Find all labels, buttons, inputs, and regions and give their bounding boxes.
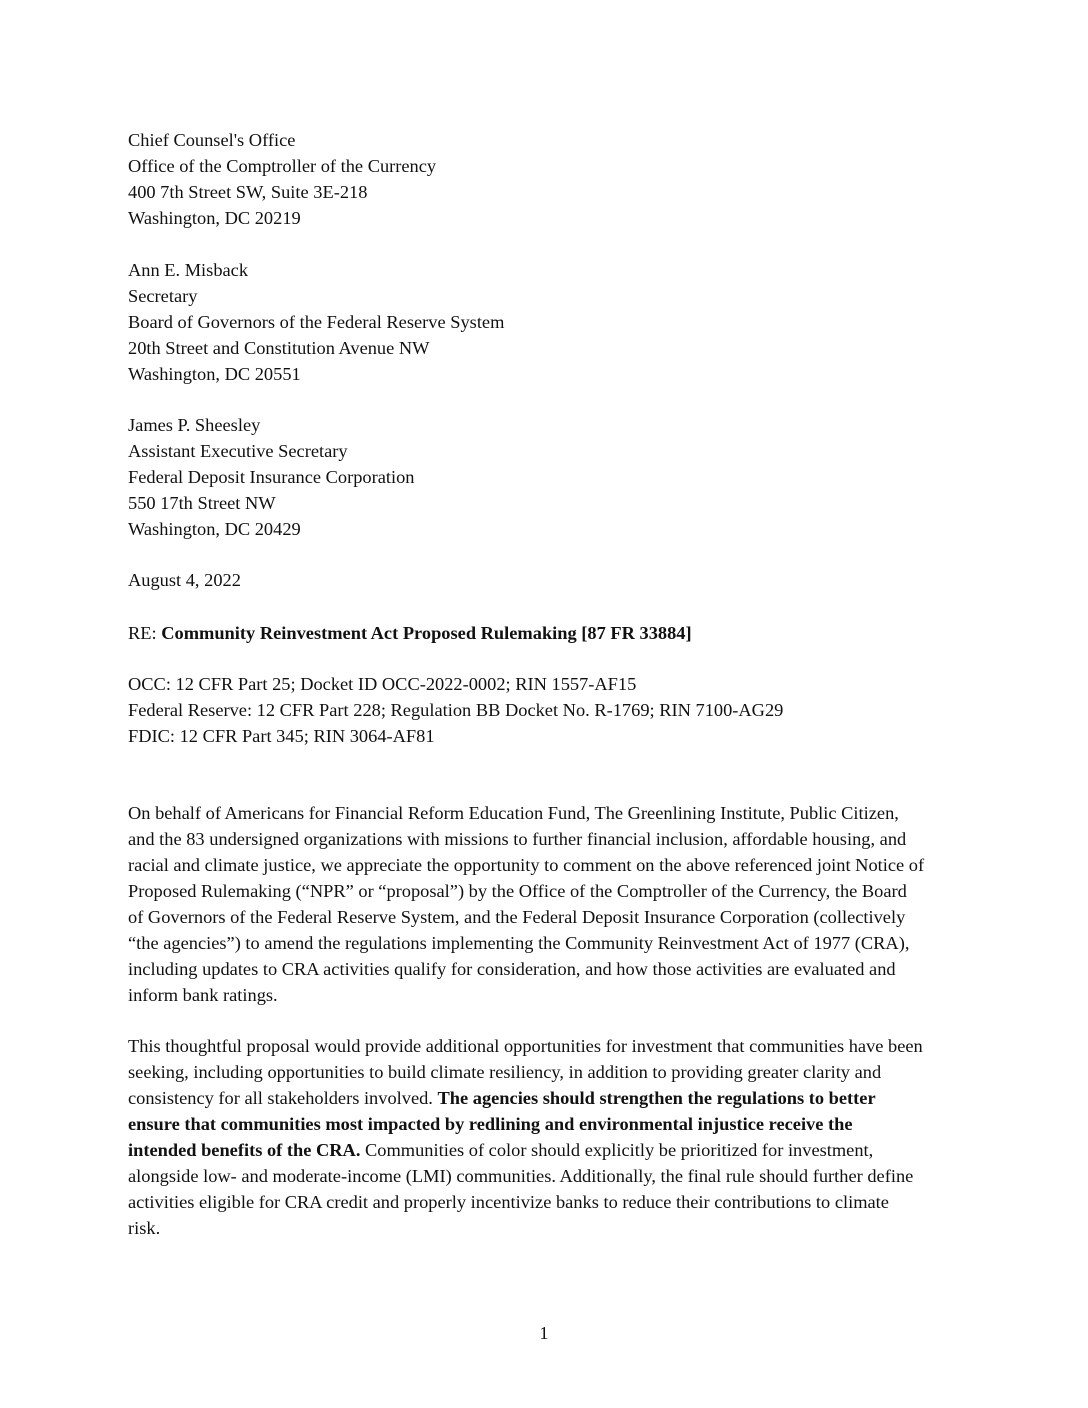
docket-line: Federal Reserve: 12 CFR Part 228; Regulation BB Docket No. R-1769; RIN 7100-AG29 [128, 700, 784, 720]
address-line: Office of the Comptroller of the Currency [128, 156, 437, 176]
docket-line: OCC: 12 CFR Part 25; Docket ID OCC-2022-0002; RIN 1557-AF15 [128, 674, 637, 694]
docket-list [128, 671, 978, 749]
address-line: James P. Sheesley [128, 415, 261, 435]
address-line: Washington, DC 20551 [128, 364, 301, 384]
bold-text: intended benefits of the CRA. [128, 1140, 361, 1160]
paragraph-line: This thoughtful proposal would provide additional opportunities for investment that communities have been [128, 1036, 923, 1056]
paragraph-line: activities eligible for CRA credit and properly incentivize banks to reduce their contributions to climate [128, 1192, 889, 1212]
address-line: Ann E. Misback [128, 260, 249, 280]
re-prefix: RE: [128, 623, 162, 643]
plain-text: Communities of color should explicitly be prioritized for investment, [360, 1140, 874, 1160]
paragraph-line: “the agencies”) to amend the regulations implementing the Community Reinvestment Act of 1977 (CRA), [128, 933, 910, 953]
paragraph-line: seeking, including opportunities to build climate resiliency, in addition to providing greater clarity and [128, 1062, 882, 1082]
docket-line: FDIC: 12 CFR Part 345; RIN 3064-AF81 [128, 726, 435, 746]
letter-date [128, 567, 978, 593]
address-line: 550 17th Street NW [128, 493, 276, 513]
page-number: 1 [539, 1323, 549, 1343]
bold-text: ensure that communities most impacted by redlining and environmental injustice receive the [128, 1114, 853, 1134]
paragraph-line [128, 1137, 978, 1163]
paragraph-proposal [128, 1033, 978, 1241]
paragraph-line: inform bank ratings. [128, 985, 278, 1005]
address-line: Federal Deposit Insurance Corporation [128, 467, 415, 487]
address-line: Washington, DC 20219 [128, 208, 301, 228]
paragraph-line: racial and climate justice, we appreciate the opportunity to comment on the above referenced joint Notice of [128, 855, 925, 875]
paragraph-line: risk. [128, 1218, 161, 1238]
paragraph-line: alongside low- and moderate-income (LMI) communities. Additionally, the final rule should further define [128, 1166, 914, 1186]
paragraph-line: including updates to CRA activities qualify for consideration, and how those activities are evaluated and [128, 959, 896, 979]
address-line: Secretary [128, 286, 198, 306]
address-line: 20th Street and Constitution Avenue NW [128, 338, 430, 358]
re-title: Community Reinvestment Act Proposed Rulemaking [87 FR 33884] [161, 623, 692, 643]
address-line: 400 7th Street SW, Suite 3E-218 [128, 182, 368, 202]
paragraph-line [128, 1085, 978, 1111]
paragraph-line: of Governors of the Federal Reserve System, and the Federal Deposit Insurance Corporation (collectively [128, 907, 906, 927]
address-line: Assistant Executive Secretary [128, 441, 348, 461]
addressee-fdic [128, 412, 978, 542]
addressee-occ [128, 127, 978, 231]
paragraph-line [128, 1111, 978, 1137]
re-line [128, 620, 978, 646]
date-text: August 4, 2022 [128, 570, 241, 590]
paragraph-line: and the 83 undersigned organizations with missions to further financial inclusion, affordable housing, and [128, 829, 907, 849]
plain-text: consistency for all stakeholders involved. [128, 1088, 438, 1108]
address-line: Washington, DC 20429 [128, 519, 301, 539]
addressee-federal-reserve [128, 257, 978, 387]
address-line: Board of Governors of the Federal Reserve System [128, 312, 505, 332]
paragraph-intro [128, 800, 978, 1008]
paragraph-line: On behalf of Americans for Financial Reform Education Fund, The Greenlining Institute, Public Citizen, [128, 803, 899, 823]
bold-text: The agencies should strengthen the regulations to better [437, 1088, 876, 1108]
address-line: Chief Counsel's Office [128, 130, 296, 150]
paragraph-line: Proposed Rulemaking (“NPR” or “proposal”) by the Office of the Comptroller of the Currency, the Board [128, 881, 907, 901]
